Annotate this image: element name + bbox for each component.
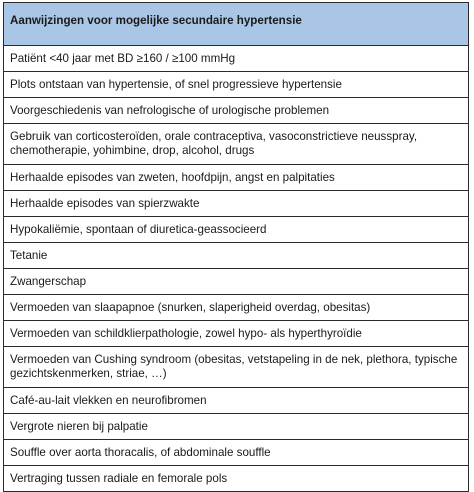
table-cell: Vergrote nieren bij palpatie <box>4 414 469 440</box>
table-cell: Café-au-lait vlekken en neurofibromen <box>4 388 469 414</box>
table-row <box>4 295 469 321</box>
table-row <box>4 191 469 217</box>
table-cell: Vermoeden van schildklierpathologie, zowel hypo- als hyperthyroïdie <box>4 321 469 347</box>
table-cell: Vertraging tussen radiale en femorale pols <box>4 466 469 492</box>
table-cell: Tetanie <box>4 243 469 269</box>
table-cell: Patiënt <40 jaar met BD ≥160 / ≥100 mmHg <box>4 46 469 72</box>
table-cell: Plots ontstaan van hypertensie, of snel progressieve hypertensie <box>4 72 469 98</box>
table-row <box>4 98 469 124</box>
table-cell: Hypokaliëmie, spontaan of diuretica-geassocieerd <box>4 217 469 243</box>
table-row <box>4 347 469 388</box>
hypertension-indications-table <box>3 2 469 492</box>
table-row <box>4 388 469 414</box>
table-row <box>4 72 469 98</box>
table-row <box>4 46 469 72</box>
table-row <box>4 414 469 440</box>
table-row <box>4 466 469 492</box>
table-cell: Herhaalde episodes van spierzwakte <box>4 191 469 217</box>
table-row <box>4 269 469 295</box>
table-row <box>4 440 469 466</box>
hypertension-indications-table-container <box>3 2 469 492</box>
table-cell: Herhaalde episodes van zweten, hoofdpijn, angst en palpitaties <box>4 165 469 191</box>
table-cell: Voorgeschiedenis van nefrologische of urologische problemen <box>4 98 469 124</box>
table-header-row <box>4 3 469 46</box>
table-row <box>4 321 469 347</box>
table-cell: Souffle over aorta thoracalis, of abdominale souffle <box>4 440 469 466</box>
table-cell: Zwangerschap <box>4 269 469 295</box>
table-row <box>4 124 469 165</box>
table-row <box>4 165 469 191</box>
table-row <box>4 217 469 243</box>
table-row <box>4 243 469 269</box>
table-header: Aanwijzingen voor mogelijke secundaire hypertensie <box>4 3 469 46</box>
table-cell: Gebruik van corticosteroïden, orale contraceptiva, vasoconstrictieve neusspray, chemotherapie, yohimbine, drop, alcohol, drugs <box>4 124 469 165</box>
table-cell: Vermoeden van slaapapnoe (snurken, slaperigheid overdag, obesitas) <box>4 295 469 321</box>
table-cell: Vermoeden van Cushing syndroom (obesitas, vetstapeling in de nek, plethora, typische gezichtskenmerken, striae, …) <box>4 347 469 388</box>
